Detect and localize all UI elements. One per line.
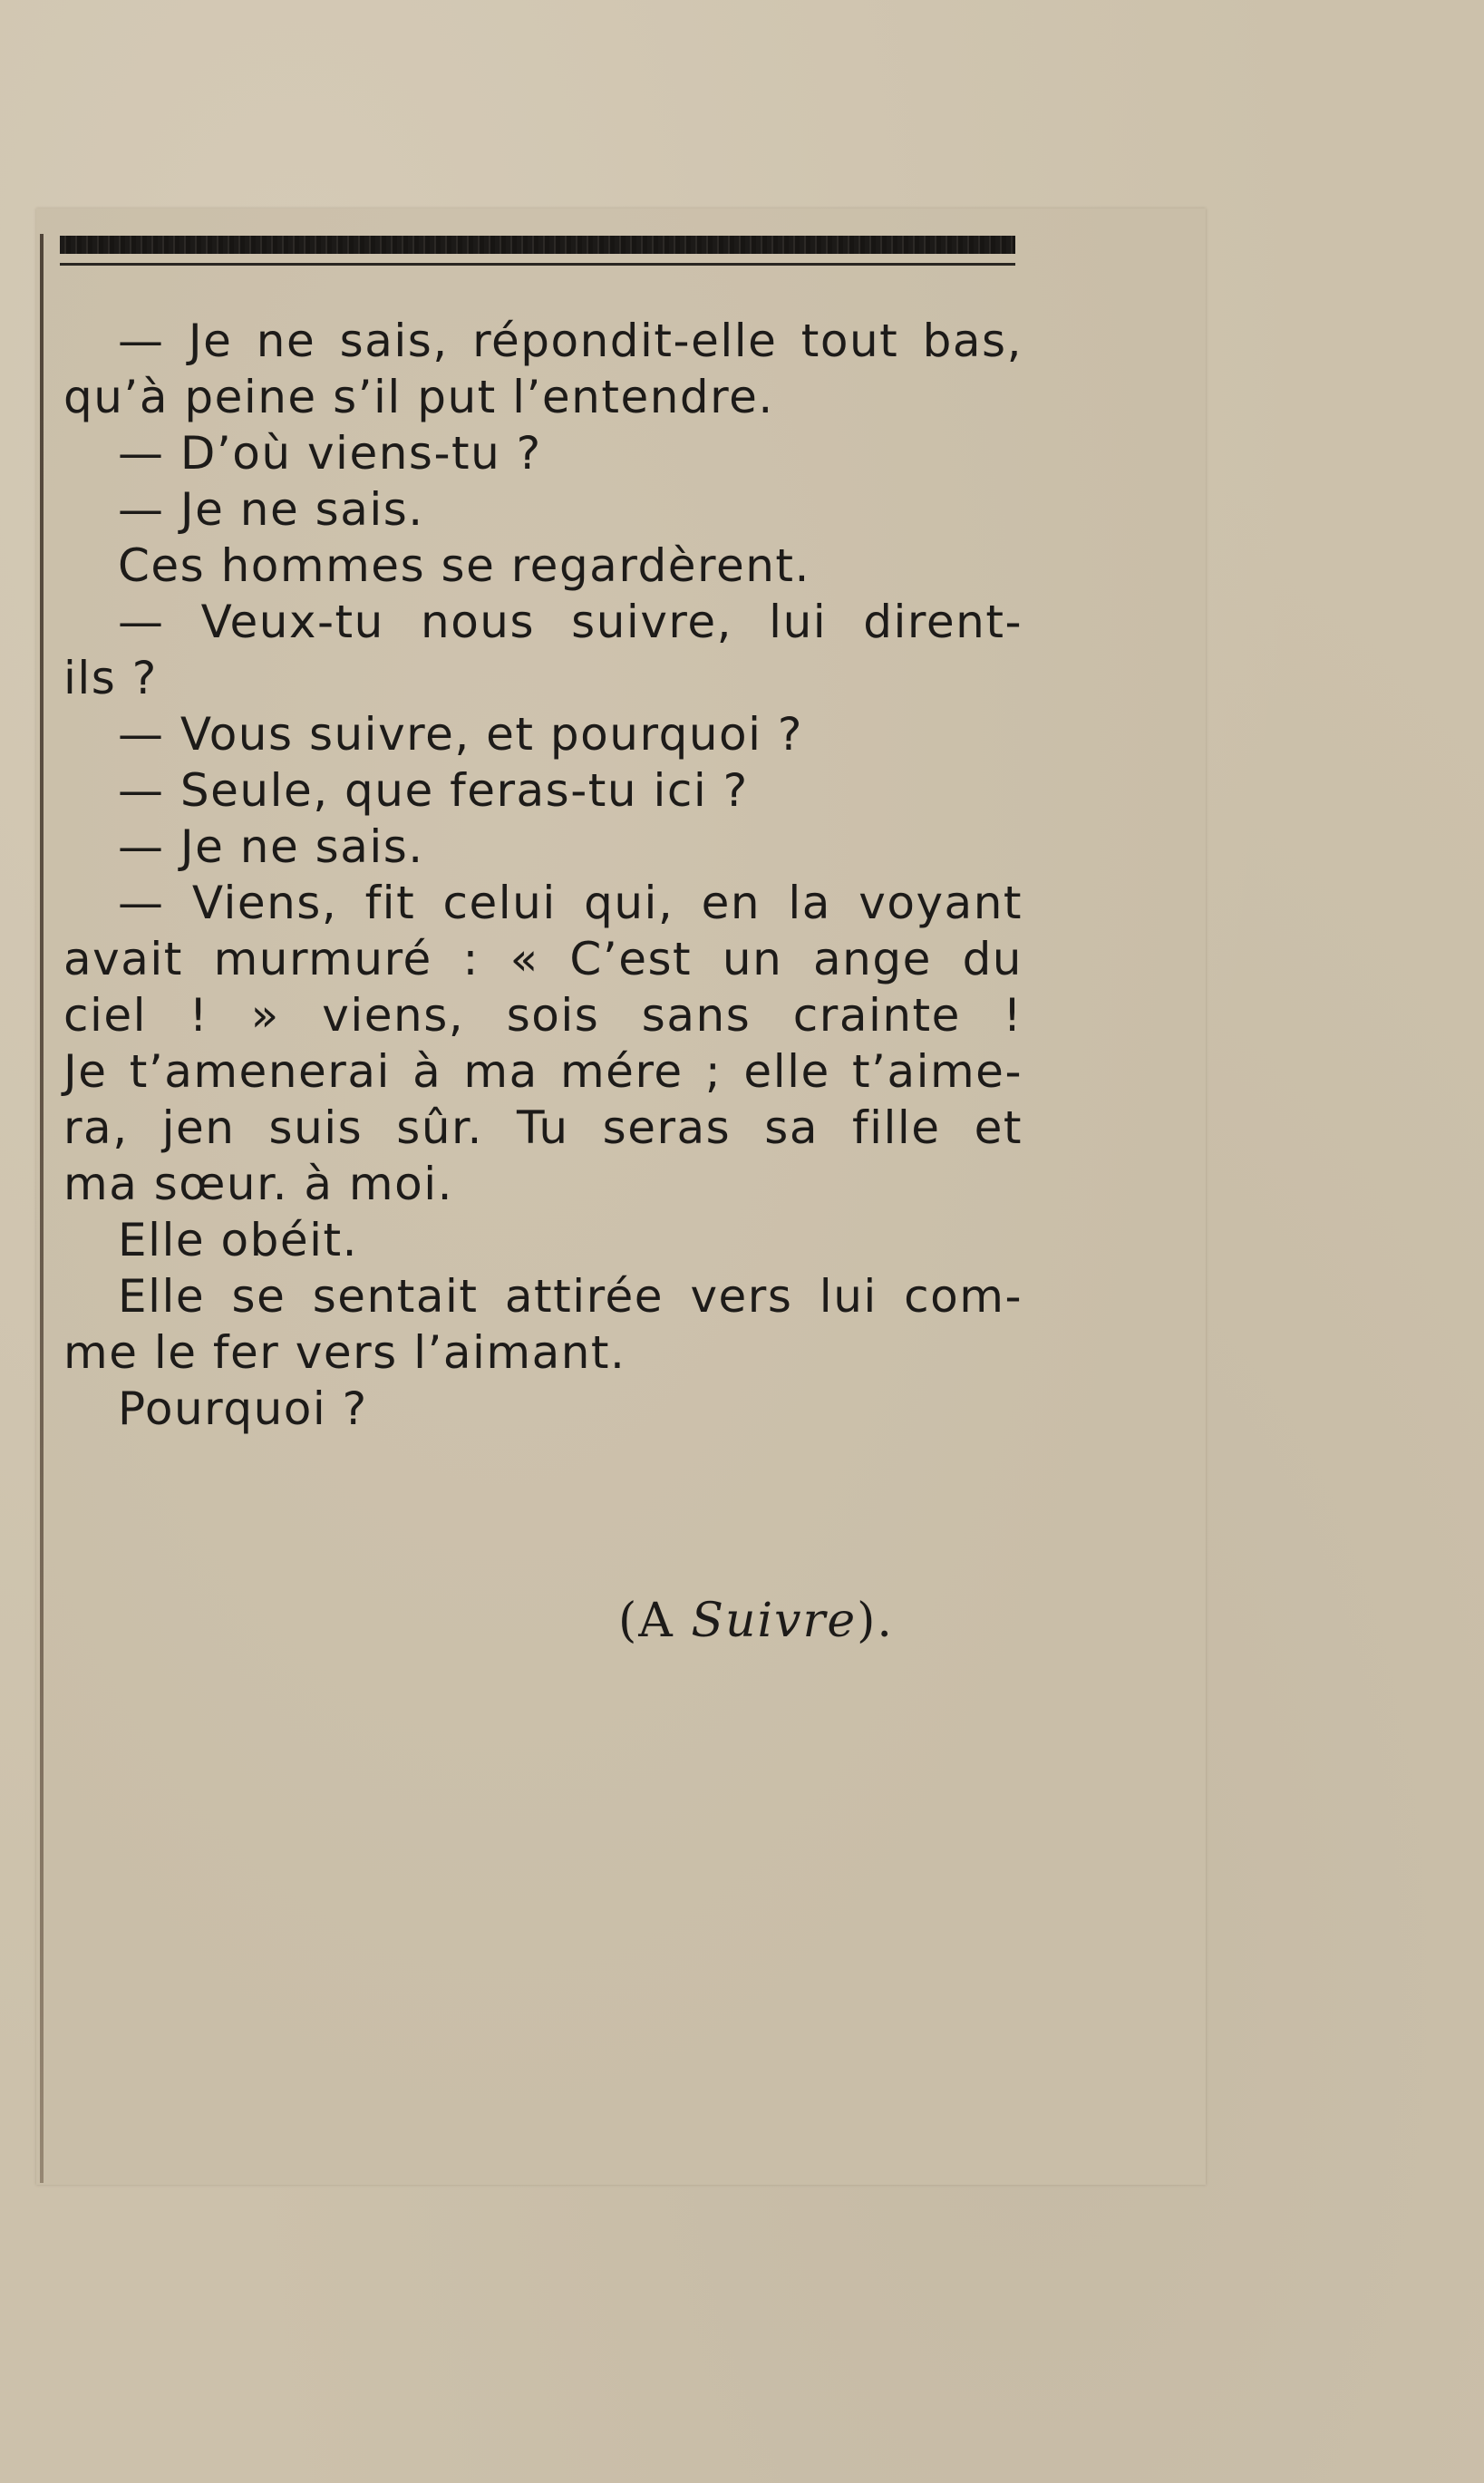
text-line: — Je ne sais, répondit-elle tout bas,: [118, 315, 1023, 367]
text-line: ra, jen suis sûr. Tu seras sa fille et: [63, 1101, 1023, 1154]
text-line: me le fer vers l’aimant.: [63, 1326, 626, 1379]
text-line: qu’à peine s’il put l’entendre.: [63, 371, 774, 423]
text-line: Pourquoi ?: [118, 1382, 368, 1435]
to-be-continued-open: (A: [618, 1594, 692, 1648]
text-column: [63, 313, 1023, 1437]
text-line: avait murmuré : « C’est un ange du: [63, 933, 1023, 985]
to-be-continued-close: ).: [857, 1594, 894, 1648]
to-be-continued: [618, 1594, 894, 1648]
text-line: Je t’amenerai à ma mére ; elle t’aime-: [63, 1045, 1023, 1098]
text-line: ma sœur. à moi.: [63, 1158, 453, 1210]
text-line: Ces hommes se regardèrent.: [118, 539, 810, 592]
text-line: — Je ne sais.: [118, 483, 424, 536]
text-line: ciel ! » viens, sois sans crainte !: [63, 989, 1023, 1042]
text-line: Elle se sentait attirée vers lui com-: [118, 1270, 1023, 1323]
top-rule: [60, 236, 1015, 254]
text-line: ils ?: [63, 652, 158, 704]
text-line: — Je ne sais.: [118, 820, 424, 873]
to-be-continued-word: Suivre: [691, 1594, 858, 1648]
text-line: — Vous suivre, et pourquoi ?: [118, 708, 803, 761]
text-line: — Viens, fit celui qui, en la voyant: [118, 877, 1023, 929]
top-rule-thin: [60, 263, 1015, 266]
text-line: — Veux-tu nous suivre, lui dirent-: [118, 596, 1023, 648]
text-line: — D’où viens-tu ?: [118, 427, 542, 480]
text-line: Elle obéit.: [118, 1214, 359, 1266]
text-line: — Seule, que feras-tu ici ?: [118, 764, 749, 817]
paper-left-edge: [40, 234, 44, 2183]
